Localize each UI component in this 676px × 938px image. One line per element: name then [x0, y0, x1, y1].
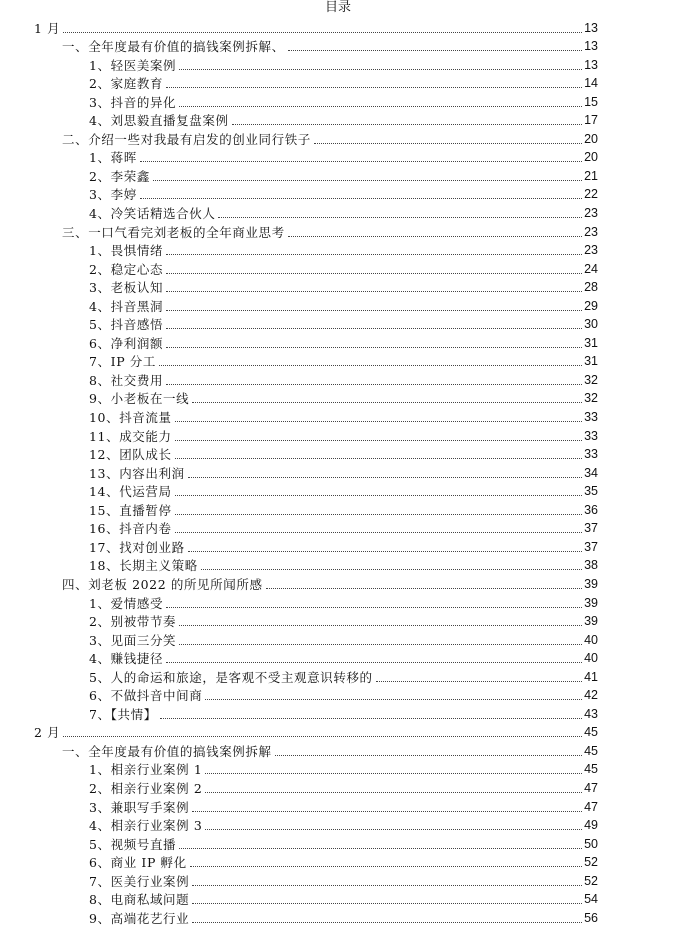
toc-entry[interactable] — [0, 184, 676, 203]
toc-entry-page-number: 20 — [584, 150, 598, 165]
dot-leader — [288, 235, 582, 237]
toc-entry-label: 2 月 — [34, 725, 61, 741]
toc-entry-label: 1 月 — [34, 20, 61, 36]
toc-entry[interactable] — [0, 369, 676, 388]
toc-entry-label: 一、全年度最有价值的搞钱案例拆解、 — [62, 39, 285, 55]
dot-leader — [205, 772, 582, 774]
dot-leader — [376, 680, 582, 682]
toc-entry[interactable] — [0, 314, 676, 333]
toc-entry-page-number: 23 — [584, 224, 598, 239]
dot-leader — [166, 309, 582, 311]
toc-entry[interactable] — [0, 611, 676, 630]
toc-entry-page-number: 35 — [584, 484, 598, 499]
dot-leader — [179, 68, 582, 70]
toc-entry[interactable] — [0, 221, 676, 240]
dot-leader — [175, 494, 582, 496]
toc-entry-page-number: 40 — [584, 651, 598, 666]
dot-leader — [159, 364, 582, 366]
toc-entry-page-number: 28 — [584, 280, 598, 295]
toc-entry[interactable] — [0, 406, 676, 425]
toc-entry-label: 6、不做抖音中间商 — [89, 688, 203, 704]
toc-entry-page-number: 31 — [584, 354, 598, 369]
toc-entry-label: 14、代运营局 — [89, 484, 172, 500]
toc-entry-page-number: 14 — [584, 76, 598, 91]
toc-entry-label: 16、抖音内卷 — [89, 521, 172, 537]
toc-entry-label: 3、兼职写手案例 — [89, 799, 190, 815]
dot-leader — [205, 791, 582, 793]
toc-entry[interactable] — [0, 36, 676, 55]
toc-entry[interactable] — [0, 481, 676, 500]
toc-entry[interactable] — [0, 722, 676, 741]
table-of-contents — [0, 17, 676, 926]
toc-entry-label: 4、冷笑话精选合伙人 — [89, 206, 216, 222]
toc-entry[interactable] — [0, 815, 676, 834]
toc-entry[interactable] — [0, 703, 676, 722]
toc-entry[interactable] — [0, 277, 676, 296]
dot-leader — [140, 197, 582, 199]
toc-entry[interactable] — [0, 388, 676, 407]
dot-leader — [166, 661, 582, 663]
toc-entry-page-number: 37 — [584, 539, 598, 554]
dot-leader — [288, 49, 582, 51]
dot-leader — [153, 179, 582, 181]
dot-leader — [201, 568, 582, 570]
dot-leader — [166, 383, 582, 385]
toc-entry[interactable] — [0, 54, 676, 73]
dot-leader — [188, 550, 582, 552]
toc-entry-label: 17、找对创业路 — [89, 539, 185, 555]
toc-entry-label: 一、全年度最有价值的搞钱案例拆解 — [62, 743, 272, 759]
dot-leader — [205, 698, 582, 700]
dot-leader — [179, 624, 582, 626]
toc-entry-label: 9、小老板在一线 — [89, 391, 190, 407]
toc-entry-page-number: 47 — [584, 799, 598, 814]
toc-entry-page-number: 50 — [584, 836, 598, 851]
toc-entry[interactable] — [0, 499, 676, 518]
toc-entry-page-number: 45 — [584, 743, 598, 758]
toc-entry-page-number: 37 — [584, 521, 598, 536]
dot-leader — [175, 513, 582, 515]
toc-entry[interactable] — [0, 202, 676, 221]
toc-entry[interactable] — [0, 889, 676, 908]
dot-leader — [192, 810, 582, 812]
toc-entry-page-number: 21 — [584, 168, 598, 183]
toc-entry-label: 7、【共情】 — [89, 706, 157, 722]
toc-entry-label: 7、IP 分工 — [89, 354, 156, 370]
toc-entry[interactable] — [0, 870, 676, 889]
toc-entry[interactable] — [0, 165, 676, 184]
toc-entry-page-number: 15 — [584, 94, 598, 109]
dot-leader — [140, 160, 582, 162]
dot-leader — [314, 142, 582, 144]
dot-leader — [179, 847, 582, 849]
dot-leader — [175, 531, 582, 533]
dot-leader — [232, 123, 582, 125]
toc-entry[interactable] — [0, 648, 676, 667]
toc-entry-page-number: 31 — [584, 335, 598, 350]
toc-entry[interactable] — [0, 740, 676, 759]
toc-entry-page-number: 39 — [584, 614, 598, 629]
toc-entry-label: 18、长期主义策略 — [89, 558, 198, 574]
toc-entry-label: 2、相亲行业案例 2 — [89, 780, 203, 796]
toc-entry-page-number: 56 — [584, 910, 598, 925]
toc-entry[interactable] — [0, 629, 676, 648]
dot-leader — [166, 606, 582, 608]
dot-leader — [175, 457, 582, 459]
toc-entry-page-number: 17 — [584, 113, 598, 128]
toc-entry-page-number: 13 — [584, 57, 598, 72]
toc-entry[interactable] — [0, 852, 676, 871]
toc-entry-page-number: 45 — [584, 725, 598, 740]
toc-entry[interactable] — [0, 666, 676, 685]
toc-entry-page-number: 47 — [584, 780, 598, 795]
toc-entry-label: 15、直播暂停 — [89, 502, 172, 518]
toc-entry-page-number: 49 — [584, 818, 598, 833]
toc-entry-label: 5、人的命运和旅途，是客观不受主观意识转移的 — [89, 669, 373, 685]
toc-entry[interactable] — [0, 592, 676, 611]
toc-entry[interactable] — [0, 17, 676, 36]
toc-entry[interactable] — [0, 351, 676, 370]
toc-entry-page-number: 20 — [584, 131, 598, 146]
toc-entry-page-number: 34 — [584, 465, 598, 480]
toc-entry[interactable] — [0, 555, 676, 574]
toc-entry[interactable] — [0, 777, 676, 796]
toc-entry[interactable] — [0, 128, 676, 147]
toc-entry-page-number: 43 — [584, 706, 598, 721]
toc-entry-label: 1、相亲行业案例 1 — [89, 762, 203, 778]
dot-leader — [218, 216, 582, 218]
toc-entry-label: 4、赚钱捷径 — [89, 651, 164, 667]
toc-entry-page-number: 32 — [584, 391, 598, 406]
toc-entry-label: 7、医美行业案例 — [89, 873, 190, 889]
dot-leader — [63, 31, 582, 33]
toc-entry-label: 6、商业 IP 孵化 — [89, 855, 187, 871]
toc-entry[interactable] — [0, 833, 676, 852]
toc-entry-label: 4、抖音黑洞 — [89, 298, 164, 314]
toc-entry[interactable] — [0, 258, 676, 277]
toc-entry[interactable] — [0, 518, 676, 537]
toc-entry-page-number: 33 — [584, 428, 598, 443]
toc-entry-page-number: 52 — [584, 855, 598, 870]
dot-leader — [192, 921, 582, 923]
toc-entry-page-number: 32 — [584, 372, 598, 387]
toc-entry-label: 三、一口气看完刘老板的全年商业思考 — [62, 224, 285, 240]
toc-entry[interactable] — [0, 573, 676, 592]
toc-entry[interactable] — [0, 536, 676, 555]
toc-entry[interactable] — [0, 685, 676, 704]
dot-leader — [175, 439, 582, 441]
toc-entry-page-number: 29 — [584, 298, 598, 313]
toc-entry[interactable] — [0, 73, 676, 92]
toc-entry[interactable] — [0, 110, 676, 129]
dot-leader — [166, 290, 582, 292]
toc-entry-label: 8、社交费用 — [89, 372, 164, 388]
toc-entry-label: 4、相亲行业案例 3 — [89, 818, 203, 834]
dot-leader — [160, 717, 582, 719]
toc-entry-page-number: 39 — [584, 576, 598, 591]
toc-entry[interactable] — [0, 91, 676, 110]
toc-entry-label: 8、电商私域问题 — [89, 892, 190, 908]
toc-entry-label: 2、李荣鑫 — [89, 168, 150, 184]
toc-entry-page-number: 33 — [584, 447, 598, 462]
toc-entry-label: 1、蒋晖 — [89, 150, 137, 166]
toc-entry-page-number: 42 — [584, 688, 598, 703]
dot-leader — [192, 902, 582, 904]
dot-leader — [188, 476, 582, 478]
toc-entry-label: 2、别被带节奏 — [89, 614, 177, 630]
toc-entry[interactable] — [0, 295, 676, 314]
toc-entry-label: 1、爱情感受 — [89, 595, 164, 611]
toc-entry-page-number: 24 — [584, 261, 598, 276]
toc-entry-label: 3、老板认知 — [89, 280, 164, 296]
dot-leader — [166, 272, 582, 274]
toc-entry[interactable] — [0, 147, 676, 166]
toc-entry-page-number: 39 — [584, 595, 598, 610]
toc-entry[interactable] — [0, 444, 676, 463]
toc-entry-label: 6、净利润额 — [89, 335, 164, 351]
toc-entry-label: 12、团队成长 — [89, 447, 172, 463]
toc-entry-page-number: 40 — [584, 632, 598, 647]
toc-entry-label: 9、高端花艺行业 — [89, 910, 190, 926]
toc-entry-page-number: 38 — [584, 558, 598, 573]
toc-entry-page-number: 41 — [584, 669, 598, 684]
toc-entry[interactable] — [0, 462, 676, 481]
toc-entry-label: 13、内容出利润 — [89, 465, 185, 481]
dot-leader — [179, 643, 582, 645]
toc-entry-label: 四、刘老板 2022 的所见所闻所感 — [62, 576, 263, 592]
toc-entry-label: 4、刘思毅直播复盘案例 — [89, 113, 229, 129]
toc-entry-label: 2、稳定心态 — [89, 261, 164, 277]
toc-entry-page-number: 23 — [584, 206, 598, 221]
toc-entry-page-number: 54 — [584, 892, 598, 907]
toc-entry-label: 3、见面三分笑 — [89, 632, 177, 648]
toc-title: 目录 — [324, 0, 351, 15]
toc-entry-page-number: 36 — [584, 502, 598, 517]
toc-entry-label: 1、轻医美案例 — [89, 57, 177, 73]
dot-leader — [166, 253, 582, 255]
dot-leader — [166, 327, 582, 329]
toc-entry-label: 5、抖音感悟 — [89, 317, 164, 333]
dot-leader — [179, 105, 582, 107]
toc-entry-page-number: 30 — [584, 317, 598, 332]
toc-entry[interactable] — [0, 425, 676, 444]
toc-entry[interactable] — [0, 332, 676, 351]
toc-entry-page-number: 45 — [584, 762, 598, 777]
dot-leader — [190, 865, 582, 867]
toc-entry-page-number: 22 — [584, 187, 598, 202]
dot-leader — [192, 401, 582, 403]
dot-leader — [275, 754, 582, 756]
toc-entry-page-number: 52 — [584, 873, 598, 888]
toc-entry[interactable] — [0, 759, 676, 778]
toc-entry-label: 3、抖音的异化 — [89, 94, 177, 110]
dot-leader — [166, 86, 582, 88]
dot-leader — [192, 884, 582, 886]
toc-entry-label: 10、抖音流量 — [89, 410, 172, 426]
toc-entry-label: 2、家庭教育 — [89, 76, 164, 92]
toc-entry[interactable] — [0, 796, 676, 815]
dot-leader — [175, 420, 582, 422]
toc-entry-label: 3、李婷 — [89, 187, 137, 203]
dot-leader — [166, 346, 582, 348]
toc-entry-label: 二、介绍一些对我最有启发的创业同行铁子 — [62, 131, 311, 147]
toc-entry-page-number: 23 — [584, 243, 598, 258]
toc-entry-page-number: 13 — [584, 20, 598, 35]
dot-leader — [63, 735, 582, 737]
toc-entry[interactable] — [0, 240, 676, 259]
dot-leader — [266, 587, 582, 589]
dot-leader — [205, 828, 582, 830]
toc-entry-page-number: 13 — [584, 39, 598, 54]
toc-entry-label: 5、视频号直播 — [89, 836, 177, 852]
toc-entry[interactable] — [0, 907, 676, 926]
toc-entry-label: 1、畏惧情绪 — [89, 243, 164, 259]
toc-entry-label: 11、成交能力 — [89, 428, 172, 444]
toc-entry-page-number: 33 — [584, 410, 598, 425]
